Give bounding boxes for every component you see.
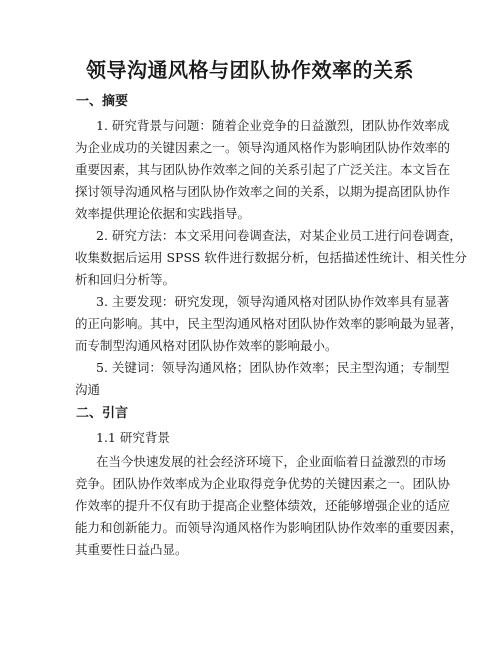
paragraph-line: 的正向影响。其中，民主型沟通风格对团队协作效率的影响最为显著， [75,316,463,331]
paragraph-line: 而专制型沟通风格对团队协作效率的影响最小。 [75,338,338,353]
subsection-heading: 1.1 研究背景 [96,430,170,445]
paragraph-line: 收集数据后运用 SPSS 软件进行数据分析，包括描述性统计、相关性分 [75,250,467,265]
paragraph-line: 析和回归分析等。 [75,272,176,287]
paragraph-line: 在当今快速发展的社会经济环境下，企业面临着日益激烈的市场 [96,454,447,469]
paragraph-line: 2. 研究方法：本文采用问卷调查法，对某企业员工进行问卷调查， [96,228,462,243]
section-heading-intro: 二、引言 [76,406,129,421]
paragraph-line: 3. 主要发现：研究发现，领导沟通风格对团队协作效率具有显著 [96,294,450,309]
paragraph-line: 重要因素，其与团队协作效率之间的关系引起了广泛关注。本文旨在 [75,162,451,177]
keywords-line: 沟通 [75,382,101,397]
paragraph-line: 其重要性日益凸显。 [75,542,188,557]
paragraph-line: 为企业成功的关键因素之一。领导沟通风格作为影响团队协作效率的 [75,140,451,155]
paragraph-line: 效率提供理论依据和实践指导。 [75,206,251,221]
section-heading-abstract: 一、摘要 [76,94,129,109]
paragraph-line: 竞争。团队协作效率成为企业取得竞争优势的关键因素之一。团队协 [75,476,451,491]
keywords-line: 5. 关键词：领导沟通风格；团队协作效率；民主型沟通；专制型 [96,360,450,375]
paragraph-line: 1. 研究背景与问题：随着企业竞争的日益激烈，团队协作效率成 [96,118,450,133]
paragraph-line: 探讨领导沟通风格与团队协作效率之间的关系，以期为提高团队协作 [75,184,451,199]
paragraph-line: 能力和创新能力。而领导沟通风格作为影响团队协作效率的重要因素， [75,520,463,535]
paragraph-line: 作效率的提升不仅有助于提高企业整体绩效，还能够增强企业的适应 [75,498,451,513]
document-title: 领导沟通风格与团队协作效率的关系 [86,58,414,82]
